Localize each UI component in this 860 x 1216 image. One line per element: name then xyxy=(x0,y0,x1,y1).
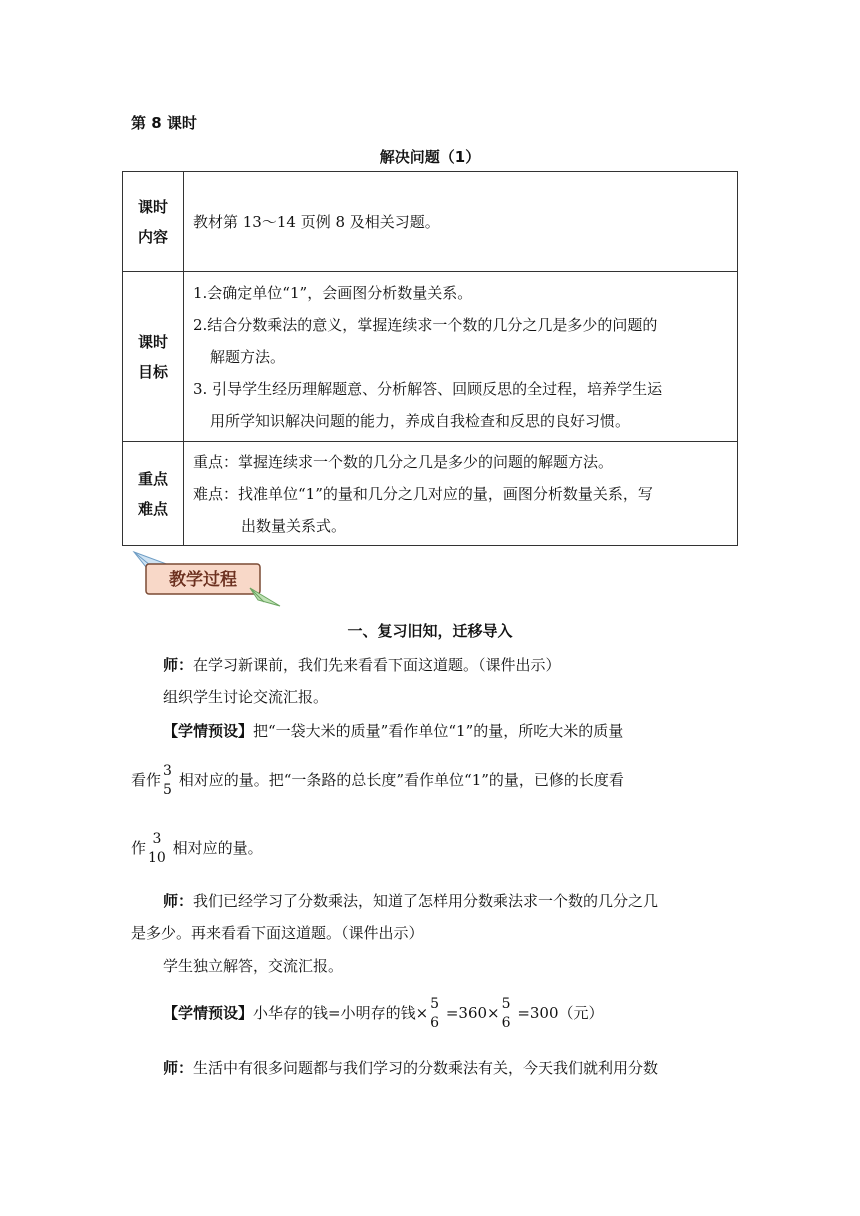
content-row xyxy=(123,172,738,272)
key-points-header: 重点 难点 xyxy=(123,442,184,546)
paragraph-6: 【学情预设】小华存的钱=小明存的钱× 5 6 =360× 5 6 =300（元） xyxy=(163,996,604,1031)
fraction: 3 10 xyxy=(148,831,166,866)
goals-header: 课时 目标 xyxy=(123,272,184,442)
banner-text: 教学过程 xyxy=(169,570,237,590)
fraction: 5 6 xyxy=(501,996,511,1031)
goals-list xyxy=(184,272,738,442)
document-title: 解决问题（1） xyxy=(379,148,481,166)
goals-row xyxy=(123,272,738,442)
key-points-text: 重点：掌握连续求一个数的几分之几是多少的问题的解题方法。 难点：找准单位“1”的量和几分之几对应的量，画图分析数量关系，写 出数量关系式。 xyxy=(184,442,738,546)
paragraph-4-line-1: 师：我们已经学习了分数乘法，知道了怎样用分数乘法求一个数的几分之几 xyxy=(163,892,659,910)
fraction: 5 6 xyxy=(430,996,440,1031)
paragraph-4-line-2: 是多少。再来看看下面这道题。（课件出示） xyxy=(131,924,424,942)
fraction: 3 5 xyxy=(163,763,172,798)
green-plane-icon xyxy=(250,588,280,606)
goal-item: 解题方法。 xyxy=(210,347,286,366)
content-header: 课时 内容 xyxy=(123,172,184,272)
section-heading: 一、复习旧知，迁移导入 xyxy=(347,622,513,640)
paragraph-3-line-3: 作 3 10 相对应的量。 xyxy=(131,831,263,866)
paragraph-3-line-1: 【学情预设】把“一袋大米的质量”看作单位“1”的量，所吃大米的质量 xyxy=(163,722,624,740)
goal-item: 1.会确定单位“1”，会画图分析数量关系。 xyxy=(193,283,473,302)
paragraph-5: 学生独立解答，交流汇报。 xyxy=(163,957,344,975)
goal-item: 3. 引导学生经历理解题意、分析解答、回顾反思的全过程，培养学生运 xyxy=(193,379,663,398)
goal-item: 用所学知识解决问题的能力，养成自我检查和反思的良好习惯。 xyxy=(210,411,631,430)
paragraph-2: 组织学生讨论交流汇报。 xyxy=(163,688,329,706)
paragraph-3-line-2: 看作 3 5 相对应的量。把“一条路的总长度”看作单位“1”的量，已修的长度看 xyxy=(131,763,624,798)
paragraph-1: 师：在学习新课前，我们先来看看下面这道题。（课件出示） xyxy=(163,656,561,674)
paragraph-7: 师：生活中有很多问题都与我们学习的分数乘法有关，今天我们就利用分数 xyxy=(163,1059,659,1077)
lesson-info-table xyxy=(122,171,738,546)
teaching-process-banner xyxy=(132,550,282,608)
goal-item: 2.结合分数乘法的意义，掌握连续求一个数的几分之几是多少的问题的 xyxy=(193,315,658,334)
lesson-number: 第 8 课时 xyxy=(131,114,197,132)
key-points-row xyxy=(123,442,738,546)
content-text: 教材第 13～14 页例 8 及相关习题。 xyxy=(184,172,738,272)
